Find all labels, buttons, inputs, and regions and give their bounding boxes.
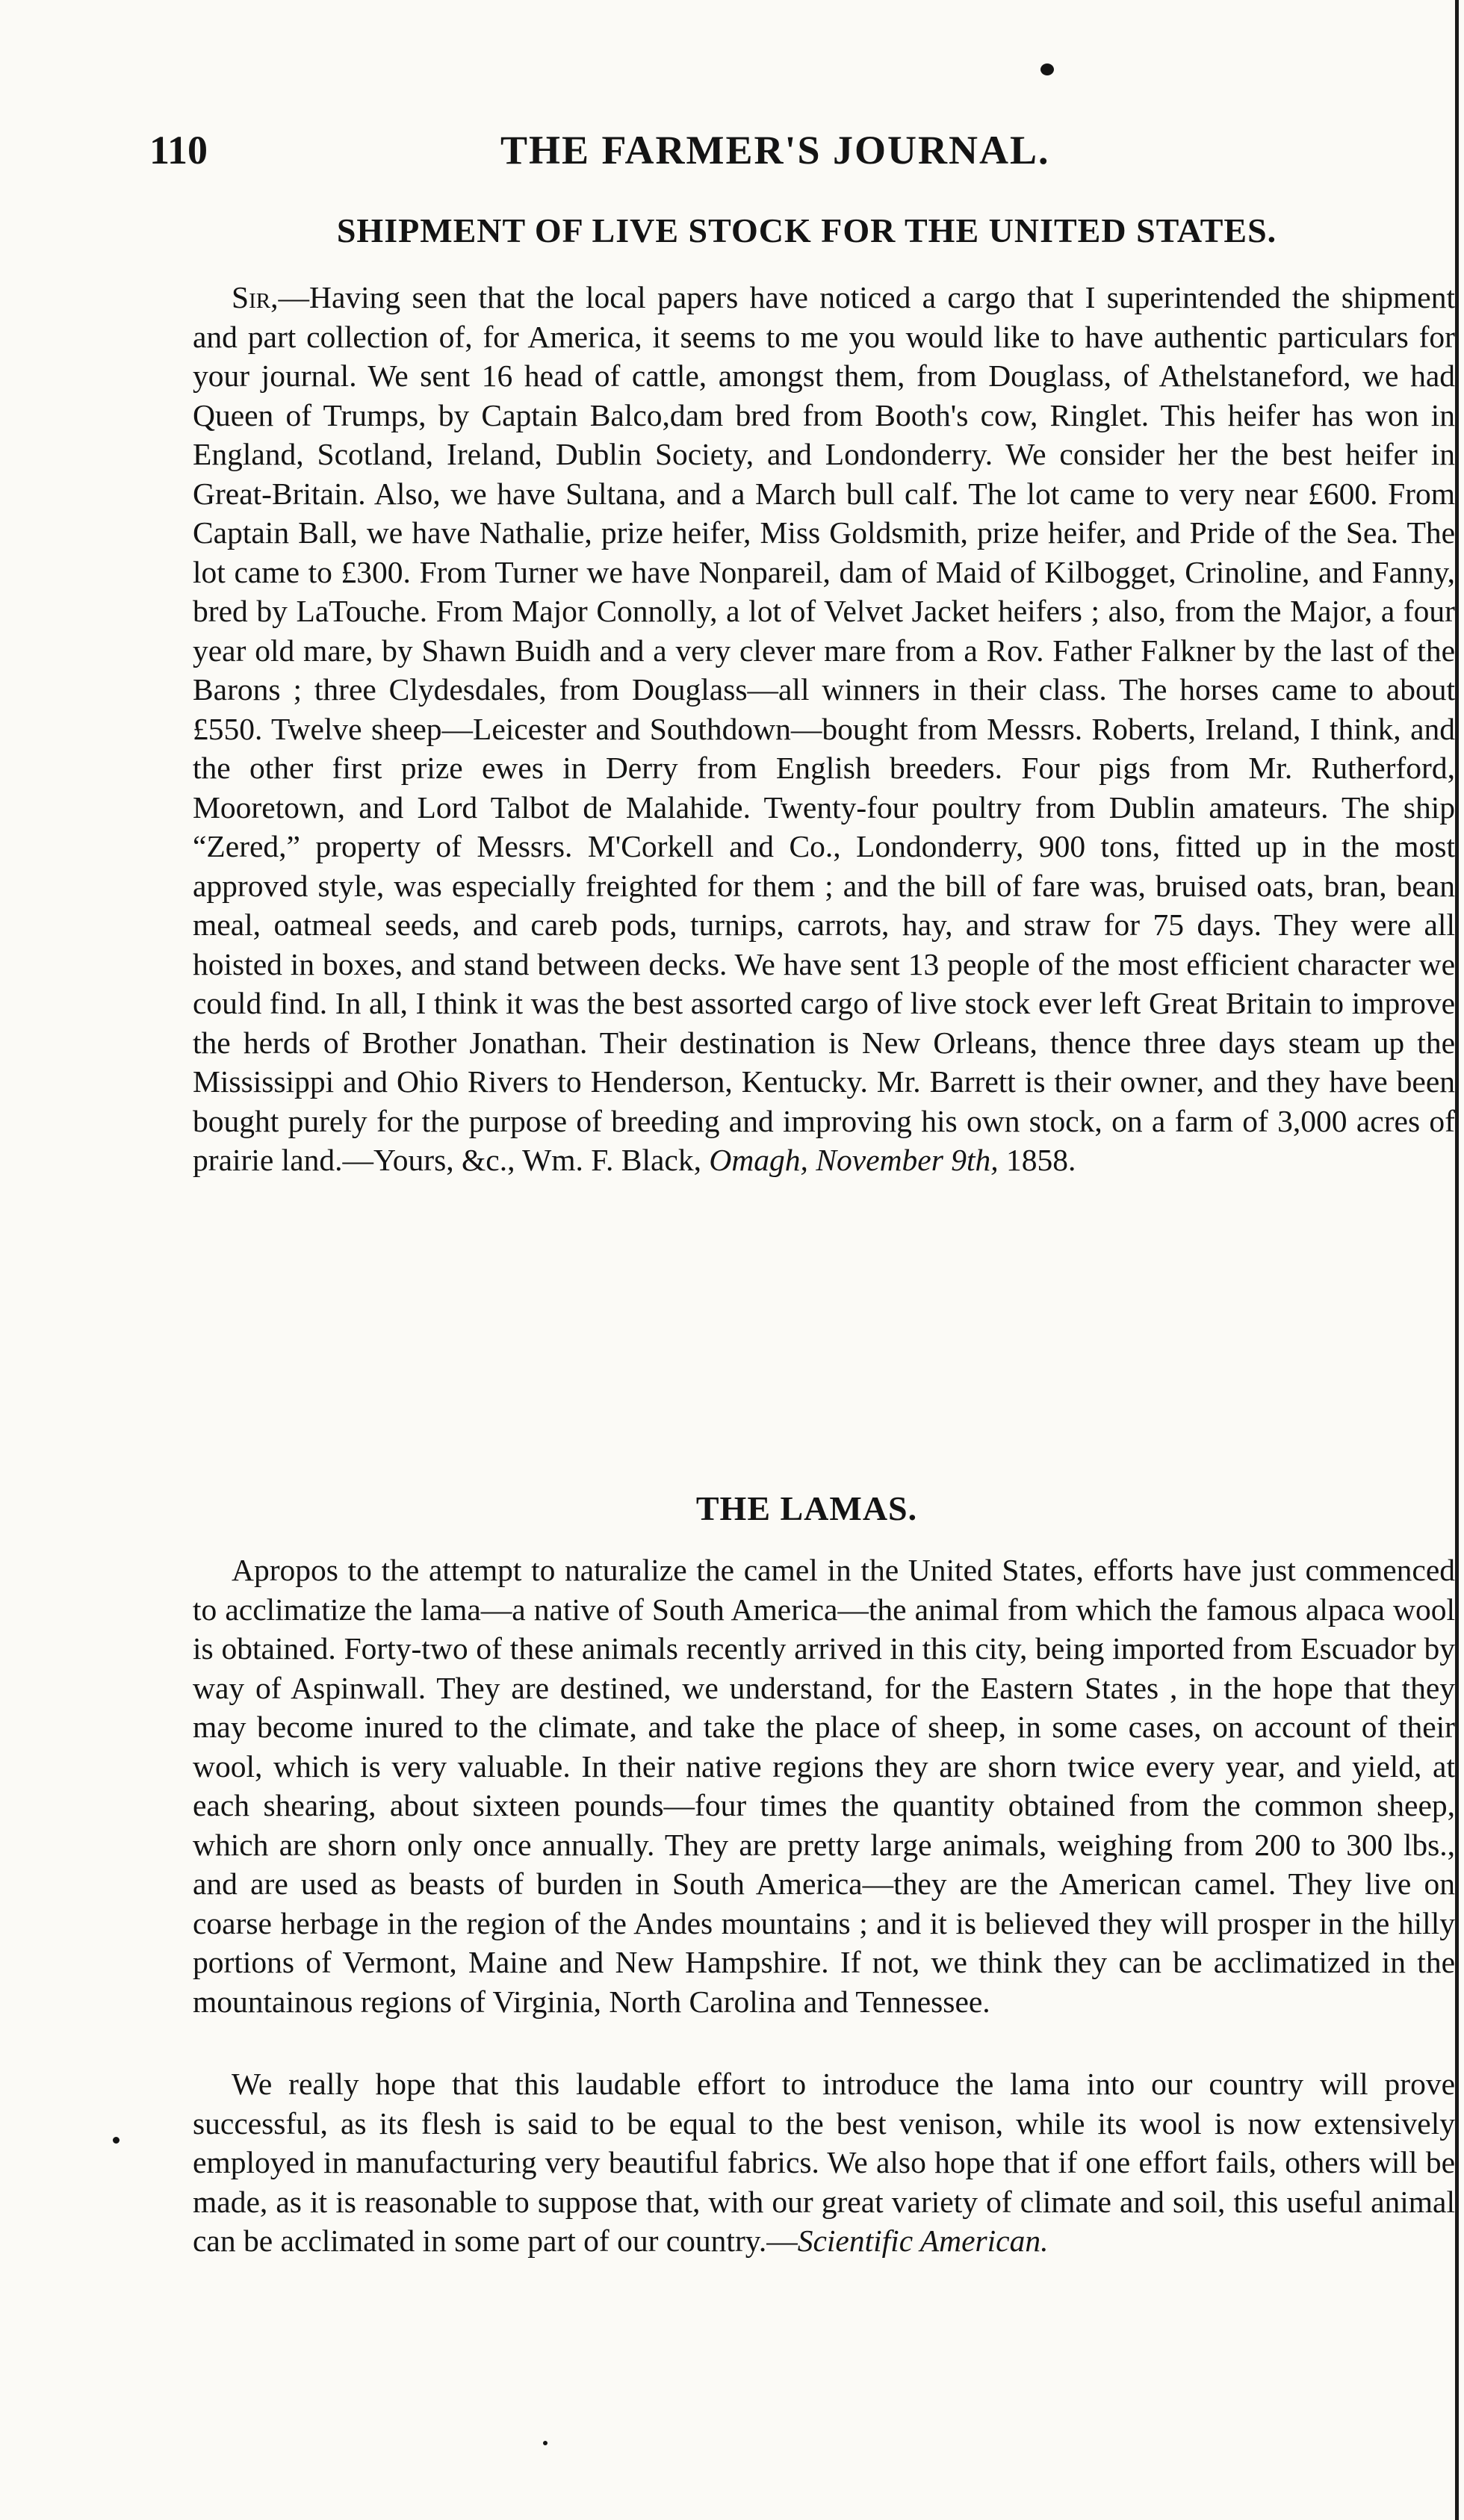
letter-text: —Having seen that the local papers have noticed a cargo that I superintended the shipment and part collection of, for America, it seems to me you would like to have authentic particulars for your journal. We sent 16 head of cattle, amongst them, from Douglass, of Athelstaneford, we had Queen of Trumps, by Captain Balco,dam bred from Booth's cow, Ringlet. This heifer has won in England, Scotland, Ireland, Dublin Society, and Londonderry. We consider her the best heifer in Great-Britain. Also, we have Sultana, and a March bull calf. The lot came to very near £600. From Captain Ball, we have Nathalie, prize heifer, Miss Goldsmith, prize heifer, and Pride of the Sea. The lot came to £300. From Turner we have Nonpareil, dam of Maid of Kilbogget, Crinoline, and Fanny, bred by LaTouche. From Major Connolly, a lot of Velvet Jacket heifers ; also, from the Major, a four year old mare, by Shawn Buidh and a very clever mare from a Rov. Father Falkner by the last of the Barons ; three Clydesdales, from Douglass—all winners in their class. The horses came to about £550. Twelve sheep—Leicester and Southdown—bought from Messrs. Roberts, Ireland, I think, and the other first prize ewes in Derry from English breeders. Four pigs from Mr. Rutherford, Mooretown, and Lord Talbot de Malahide. Twenty-four poultry from Dublin amateurs. The ship “Zered,” property of Messrs. M'Corkell and Co., Londonderry, 900 tons, fitted up in the most approved style, was especially freighted for them ; and the bill of fare was, bruised oats, bran, bean meal, oatmeal seeds, and careb pods, turnips, carrots, hay, and straw for 75 days. They were all hoisted in boxes, and stand between decks. We have sent 13 people of the most efficient character we could find. In all, I think it was the best assorted cargo of live stock ever left Great Britain to improve the herds of Brother Jonathan. Their destination is New Orleans, thence three days steam up the Mississippi and Ohio Rivers to Henderson, Kentucky. Mr. Barrett is their owner, and they have been bought purely for the purpose of breeding and improving his own stock, on a farm of 3,000 acres of prairie land.—Yours, &c., Wm. F. Black, [193,280,1455,1177]
page-number: 110 [149,128,208,173]
article-title-shipment: SHIPMENT OF LIVE STOCK FOR THE UNITED STATES. [336,211,1277,249]
signoff-place-date: Omagh, November 9th, [709,1143,999,1177]
lamas-paragraph-1: Apropos to the attempt to naturalize the camel in the United States, efforts have just commenced to acclimatize the lama—a native of South America—the animal from which the famous alpaca wool is obtained. Forty-two of these animals recently arrived in this city, being imported from Escuador by way of Aspinwall. They are destined, we understand, for the Eastern States , in the hope that they may become inured to the climate, and take the place of sheep, in some cases, on account of their wool, which is very valuable. In their native regions they are shorn twice every year, and yield, at each shearing, about sixteen pounds—four times the quantity obtained from the common sheep, which are shorn only once annually. They are pretty large animals, weighing from 200 to 300 lbs., and are used as beasts of burden in South America—they are the American camel. They live on coarse herbage in the region of the Andes mountains ; and it is believed they will prosper in the hilly portions of Vermont, Maine and New Hampshire. If not, we think they can be acclimatized in the mountainous regions of Virginia, North Carolina and Tennessee. [193,1553,1455,2019]
source-credit: Scientific American. [797,2223,1049,2258]
ink-blot [1040,63,1054,75]
article-body-shipment [193,278,1455,1180]
page-edge-rule [1455,0,1459,2520]
lamas-paragraph-2-text: We really hope that this laudable effort to introduce the lama into our country will prove successful, as its flesh is said to be equal to the best venison, while its wool is now extensively employed in manufacturing very beautiful fabrics. We also hope that if one effort fails, others will be made, as it is reasonable to suppose that, with our great variety of climate and soil, this useful animal can be acclimated in some part of our country.— [193,2067,1455,2258]
ink-speck [543,2441,548,2445]
article-title-lamas: THE LAMAS. [695,1489,918,1527]
lamas-paragraph-2 [193,2064,1455,2261]
salutation: Sir, [232,280,279,314]
running-head [149,127,1434,179]
journal-title: THE FARMER'S JOURNAL. [500,128,1050,173]
ink-speck [113,2137,120,2144]
signoff-year: 1858. [998,1143,1076,1177]
